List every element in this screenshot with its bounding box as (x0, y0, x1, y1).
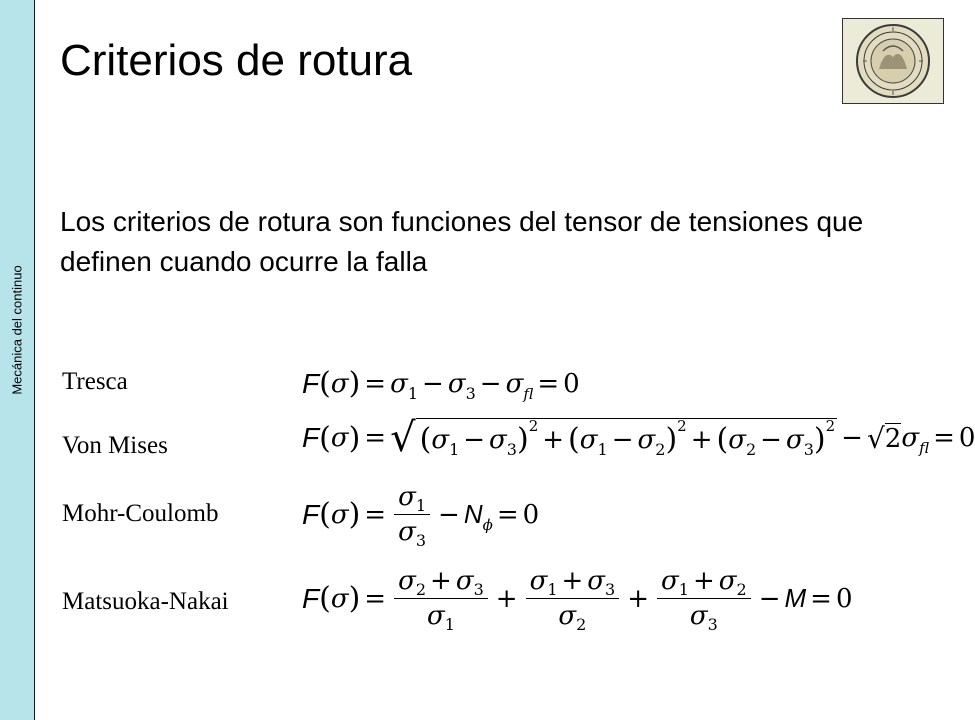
von-mises-formula: F ( σ ) = √ ( σ 1 − σ 3 ) 2 + ( σ 1 − σ 2 ) 2 + ( σ 2 − σ 3 ) 2 − √ 2 σ fl = 0 (302, 415, 975, 461)
course-label: Mecánica del continuo (9, 265, 25, 395)
criterion-label-tresca: Tresca (62, 368, 128, 395)
university-seal-logo (842, 18, 944, 104)
criterion-label-von-mises: Von Mises (62, 432, 168, 459)
criterion-label-matsuoka-nakai: Matsuoka-Nakai (62, 588, 229, 615)
mohr-coulomb-formula: F ( σ ) = $\frac{\sigma_1}{\sigma_3}$ − N ϕ = 0 (302, 482, 540, 550)
criterion-label-mohr-coulomb: Mohr-Coulomb (62, 500, 219, 527)
tresca-formula: F ( σ ) = σ 1 − σ 3 − σ fl = 0 (302, 366, 580, 403)
matsuoka-nakai-formula: F ( σ ) = $\frac{\sigma_2 + \sigma_3}{\sigma_1}$ + $\frac{\sigma_1 + \sigma_3}{\sigma_2}$ + $\frac{\sigma_1 + \sigma_2}{\sigma_3}$ − M = 0 (302, 566, 853, 634)
slide-title: Criterios de rotura (60, 36, 413, 85)
side-band (0, 0, 35, 720)
intro-paragraph: Los criterios de rotura son funciones del tensor de tensiones que definen cuando ocurre la falla (60, 206, 864, 277)
